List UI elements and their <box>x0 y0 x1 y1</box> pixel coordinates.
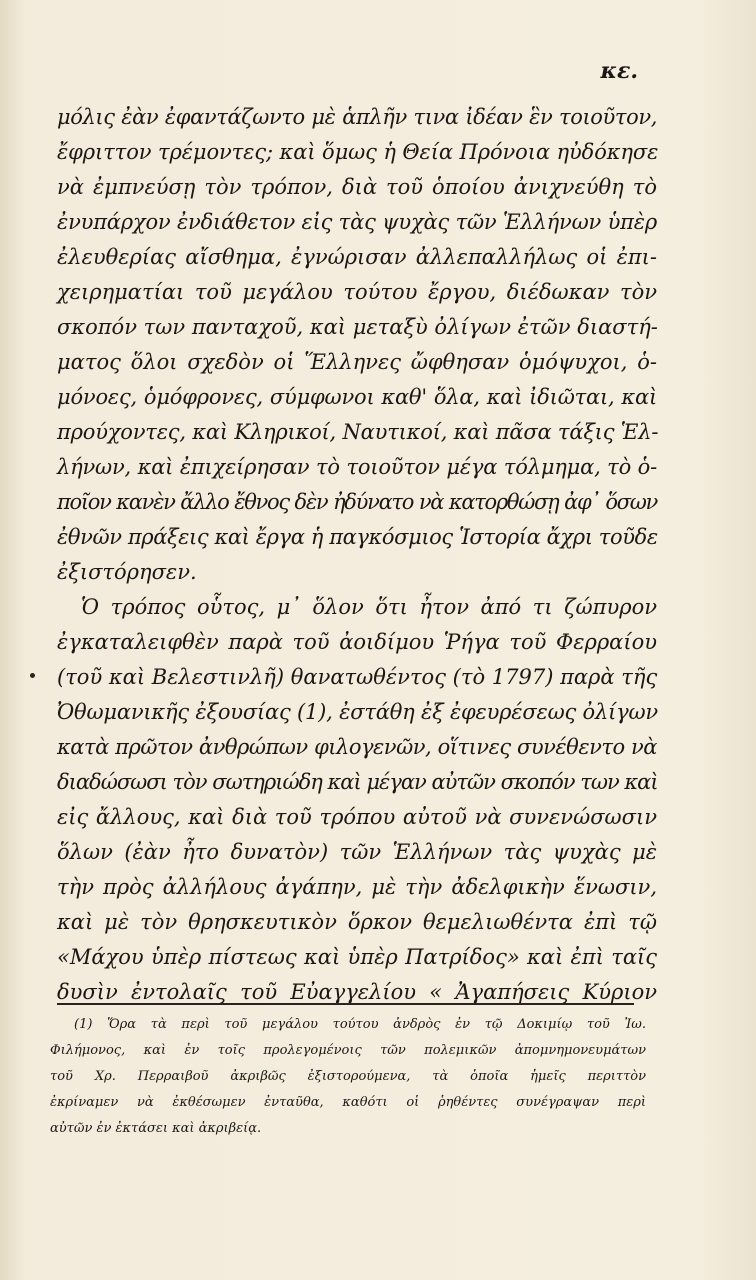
text-line: καὶ μὲ τὸν θρησκευτικὸν ὅρκον θεμελιωθέντα ἐπὶ τῷ <box>57 910 657 934</box>
footnotes <box>50 1012 646 1142</box>
text-line: ἐνυπάρχον ἐνδιάθετον εἰς τὰς ψυχὰς τῶν Ἑλλήνων ὑπὲρ <box>57 210 657 234</box>
footnote-separator <box>57 1003 634 1005</box>
paragraph-start-line: Ὁ τρόπος οὗτος, μ᾽ ὅλον ὅτι ἦτον ἀπό τι ζώπυρον <box>81 595 657 619</box>
text-line: (τοῦ καὶ Βελεστινλῆ) θανατωθέντος (τὸ 1797) παρὰ τῆς <box>57 665 658 689</box>
footnote-line: (1) Ὅρα τὰ περὶ τοῦ μεγάλου τούτου ἀνδρὸς ἐν τῷ Δοκιμίῳ τοῦ Ἰω. <box>74 1017 646 1032</box>
paragraph-end-line: ἐξιστόρησεν. <box>57 560 197 584</box>
page-number: κε. <box>600 58 638 84</box>
text-line: ἔφριττον τρέμοντες; καὶ ὅμως ἡ Θεία Πρόνοια ηὐδόκησε <box>57 140 659 164</box>
text-line: χειρηματίαι τοῦ μεγάλου τούτου ἔργου, διέδωκαν τὸν <box>57 280 657 304</box>
text-line: λήνων, καὶ ἐπιχείρησαν τὸ τοιοῦτον μέγα τόλμημα, τὸ ὁ- <box>57 455 657 479</box>
footnote-line: ἐκρίναμεν νὰ ἐκθέσωμεν ἐνταῦθα, καθότι οἱ ῥηθέντες συνέγραψαν περὶ <box>50 1095 646 1110</box>
main-text <box>57 100 657 1010</box>
text-line: «Μάχου ὑπὲρ πίστεως καὶ ὑπὲρ Πατρίδος» καὶ ἐπὶ ταῖς <box>57 945 657 969</box>
text-line: προύχοντες, καὶ Κληρικοί, Ναυτικοί, καὶ πᾶσα τάξις Ἑλ- <box>57 420 659 444</box>
text-line: ποῖον κανὲν ἄλλο ἔθνος δὲν ἠδύνατο νὰ κατορθώσῃ ἀφ᾽ ὅσων <box>57 490 657 514</box>
text-line: σκοπόν των πανταχοῦ, καὶ μεταξὺ ὀλίγων ἐτῶν διαστή- <box>57 315 658 339</box>
footnote-line: τοῦ Χρ. Περραιβοῦ ἀκριβῶς ἐξιστορούμενα, τὰ ὁποῖα ἡμεῖς περιττὸν <box>50 1069 646 1084</box>
text-line: ἐλευθερίας αἴσθημα, ἐγνώρισαν ἀλλεπαλλήλως οἱ ἐπι- <box>57 245 657 269</box>
text-line: ἐθνῶν πράξεις καὶ ἔργα ἡ παγκόσμιος Ἱστορία ἄχρι τοῦδε <box>57 525 658 549</box>
text-line: μόλις ἐὰν ἐφαντάζωντο μὲ ἁπλῆν τινα ἰδέαν ἓν τοιοῦτον, <box>57 105 657 129</box>
text-line: διαδώσωσι τὸν σωτηριώδη καὶ μέγαν αὐτῶν σκοπόν των καὶ <box>57 770 658 794</box>
footnote-line: Φιλήμονος, καὶ ἐν τοῖς προλεγομένοις τῶν πολεμικῶν ἀπομνημονευμάτων <box>50 1043 646 1058</box>
margin-mark <box>30 673 35 678</box>
text-line: κατὰ πρῶτον ἀνθρώπων φιλογενῶν, οἵτινες συνέθεντο νὰ <box>57 735 657 759</box>
text-line: ὅλων (ἐὰν ἦτο δυνατὸν) τῶν Ἑλλήνων τὰς ψυχὰς μὲ <box>57 840 657 864</box>
text-line: μόνοες, ὁμόφρονες, σύμφωνοι καθ' ὅλα, καὶ ἰδιῶται, καὶ <box>57 385 657 409</box>
text-line: νὰ ἐμπνεύσῃ τὸν τρόπον, διὰ τοῦ ὁποίου ἀνιχνεύθη τὸ <box>57 175 657 199</box>
text-line: Ὀθωμανικῆς ἐξουσίας (1), ἐστάθη ἐξ ἐφευρέσεως ὀλίγων <box>57 700 658 724</box>
text-line: δυσὶν ἐντολαῖς τοῦ Εὐαγγελίου « Ἀγαπήσεις Κύριον <box>57 980 657 1004</box>
text-line: εἰς ἄλλους, καὶ διὰ τοῦ τρόπου αὐτοῦ νὰ συνενώσωσιν <box>57 805 657 829</box>
text-line: ἐγκαταλειφθὲν παρὰ τοῦ ἀοιδίμου Ῥήγα τοῦ Φερραίου <box>57 630 657 654</box>
text-line: τὴν πρὸς ἀλλήλους ἀγάπην, μὲ τὴν ἀδελφικὴν ἕνωσιν, <box>57 875 657 899</box>
text-line: ματος ὅλοι σχεδὸν οἱ Ἕλληνες ὤφθησαν ὁμόψυχοι, ὁ- <box>57 350 657 374</box>
footnote-line: αὐτῶν ἐν ἐκτάσει καὶ ἀκριβείᾳ. <box>50 1121 262 1136</box>
